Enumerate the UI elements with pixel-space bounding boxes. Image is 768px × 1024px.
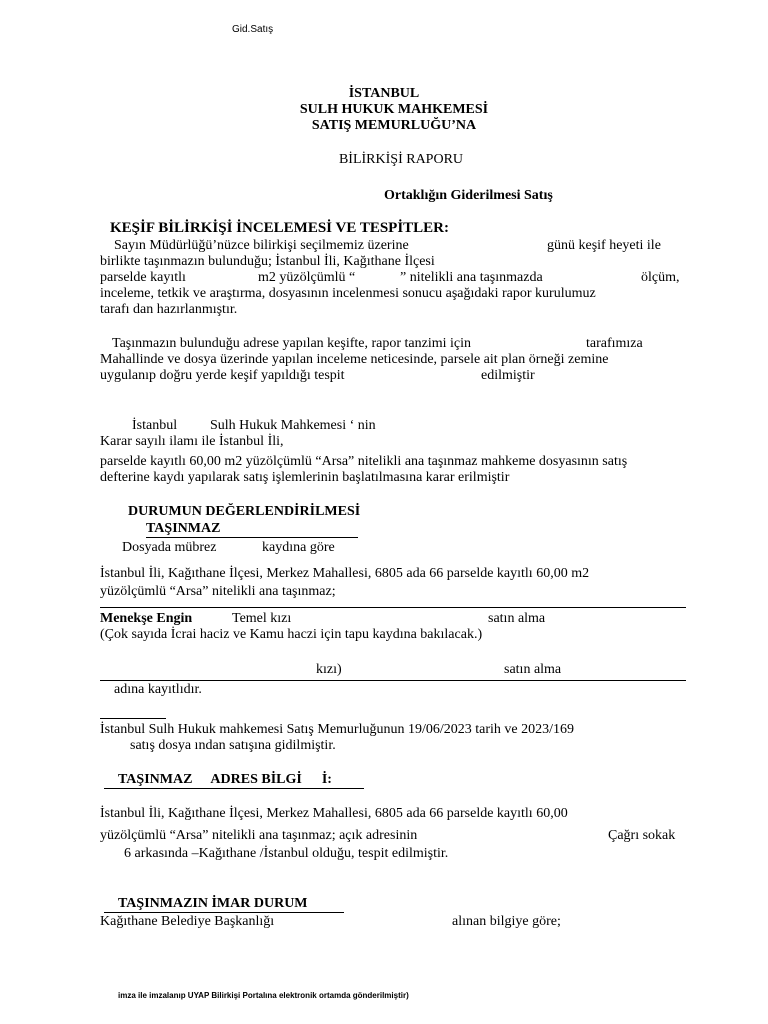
- section-heading-address: [118, 772, 332, 788]
- paragraph-line: kaydına göre: [262, 540, 335, 555]
- table-rule: [100, 607, 686, 608]
- owner2-acquisition: satın alma: [504, 662, 562, 677]
- paragraph-line: Sulh Hukuk Mahkemesi ‘ nin: [210, 418, 376, 433]
- header-tag: Gid.Satış: [232, 24, 274, 35]
- court-office: SATIŞ MEMURLUĞU’NA: [311, 118, 477, 133]
- paragraph-line: uygulanıp doğru yerde keşif yapıldığı tespit: [100, 368, 345, 383]
- table-rule: [100, 680, 686, 681]
- paragraph-line: edilmiştir: [481, 368, 535, 383]
- underline-rule: [104, 788, 364, 789]
- paragraph-line: Sayın Müdürlüğü’nüzce bilirkişi seçilmemiz üzerine: [114, 238, 409, 253]
- owner-father: Temel kızı: [232, 611, 292, 626]
- paragraph-line: parselde kayıtlı: [100, 270, 186, 285]
- report-subtitle: Ortaklığın Giderilmesi Satış: [384, 188, 553, 203]
- paragraph-line: ” nitelikli ana taşınmazda: [400, 270, 543, 285]
- paragraph-line: yüzölçümlü “Arsa” nitelikli ana taşınmaz; açık adresinin: [100, 828, 418, 843]
- footer-note: imza ile imzalanıp UYAP Bilirkişi Portalına elektronik ortamda gönderilmiştir): [118, 991, 409, 1000]
- owner-name: Menekşe Engin: [100, 611, 193, 626]
- heading-part: TAŞINMAZ: [118, 772, 193, 787]
- paragraph-line: Kağıthane Belediye Başkanlığı: [100, 914, 275, 929]
- section-heading-inspection: KEŞİF BİLİRKİŞİ İNCELEMESİ VE TESPİTLER:: [110, 220, 450, 236]
- paragraph-line: birlikte taşınmazın bulunduğu; İstanbul İli, Kağıthane İlçesi: [100, 254, 435, 269]
- paragraph-line: parselde kayıtlı 60,00 m2 yüzölçümlü “Arsa” nitelikli ana taşınmaz mahkeme dosyasının satış: [100, 454, 628, 469]
- subheading-property: TAŞINMAZ: [146, 521, 221, 536]
- paragraph-line: günü keşif heyeti ile: [547, 238, 661, 253]
- paragraph-line: satış dosya ından satışına gidilmiştir.: [130, 738, 336, 753]
- underline-rule: [100, 718, 166, 719]
- paragraph-line: defterine kaydı yapılarak satış işlemlerinin başlatılmasına karar erilmiştir: [100, 470, 510, 485]
- paragraph-line: ölçüm,: [641, 270, 680, 285]
- heading-part: İ:: [321, 772, 332, 787]
- paragraph-line: Çağrı sokak: [608, 828, 676, 843]
- paragraph-line: tarafımıza: [586, 336, 643, 351]
- section-heading-zoning: TAŞINMAZIN İMAR DURUM: [118, 896, 308, 911]
- paragraph-line: Dosyada mübrez: [122, 540, 217, 555]
- court-name: SULH HUKUK MAHKEMESİ: [299, 102, 489, 117]
- owner-acquisition: satın alma: [488, 611, 546, 626]
- paragraph-line: m2 yüzölçümlü “: [258, 270, 356, 285]
- report-title: BİLİRKİŞİ RAPORU: [338, 152, 464, 167]
- underline-rule: [146, 537, 358, 538]
- paragraph-line: İstanbul İli, Kağıthane İlçesi, Merkez Mahallesi, 6805 ada 66 parselde kayıtlı 60,00 m2: [100, 566, 590, 581]
- lien-note: (Çok sayıda İcrai haciz ve Kamu haczi için tapu kaydına bakılacak.): [100, 627, 483, 642]
- paragraph-line: Karar sayılı ilamı ile İstanbul İli,: [100, 434, 284, 449]
- paragraph-line: 6 arkasında –Kağıthane /İstanbul olduğu, tespit edilmiştir.: [124, 846, 449, 861]
- court-city: İSTANBUL: [348, 86, 420, 101]
- paragraph-line: İstanbul İli, Kağıthane İlçesi, Merkez Mahallesi, 6805 ada 66 parselde kayıtlı 60,00: [100, 806, 568, 821]
- paragraph-line: alınan bilgiye göre;: [452, 914, 561, 929]
- paragraph-line: inceleme, tetkik ve araştırma, dosyasının incelenmesi sonucu aşağıdaki rapor kurulumuz: [100, 286, 596, 301]
- underline-rule: [104, 912, 344, 913]
- paragraph-line: İstanbul Sulh Hukuk mahkemesi Satış Memurluğunun 19/06/2023 tarih ve 2023/169: [100, 722, 575, 737]
- paragraph-line: Taşınmazın bulunduğu adrese yapılan keşifte, rapor tanzimi için: [112, 336, 472, 351]
- paragraph-line: Mahallinde ve dosya üzerinde yapılan inceleme neticesinde, parsele ait plan örneği zemine: [100, 352, 609, 367]
- paragraph-line: İstanbul: [132, 418, 178, 433]
- owner2-relation: kızı): [316, 662, 342, 677]
- paragraph-line: yüzölçümlü “Arsa” nitelikli ana taşınmaz;: [100, 584, 336, 599]
- section-heading-evaluation: DURUMUN DEĞERLENDİRİLMESİ: [128, 504, 361, 519]
- heading-part: ADRES BİLGİ: [210, 772, 302, 787]
- paragraph-line: tarafı dan hazırlanmıştır.: [100, 302, 238, 317]
- paragraph-line: adına kayıtlıdır.: [114, 682, 202, 697]
